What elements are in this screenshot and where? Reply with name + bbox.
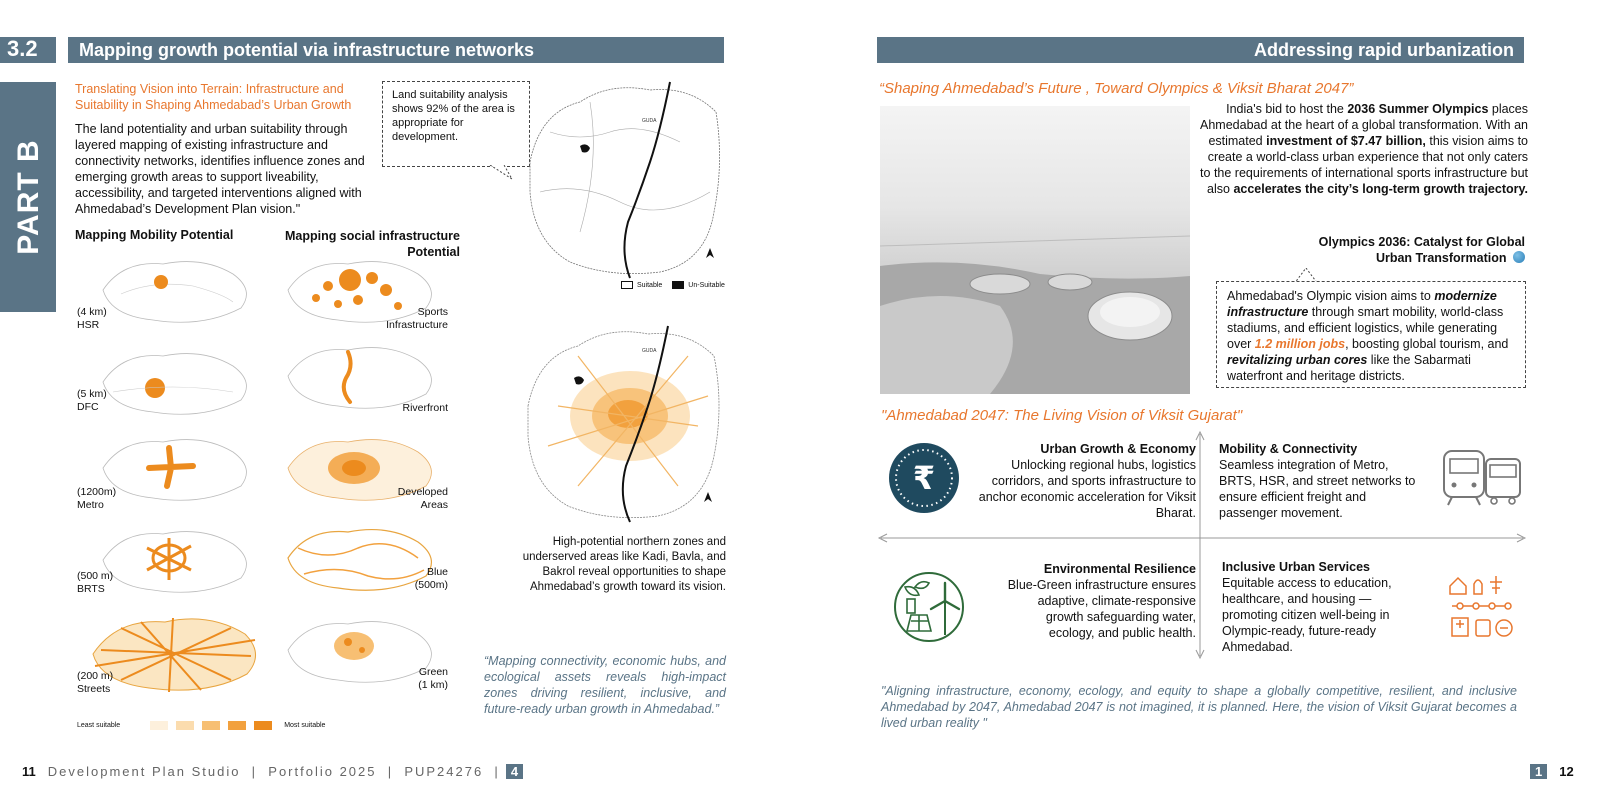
olympics-heading	[1290, 234, 1525, 266]
quadrant-text: Seamless integration of Metro, BRTS, HSR, and street networks to ensure efficient freight and passenger movement.	[1219, 458, 1416, 520]
quadrant-urban-growth	[960, 441, 1196, 521]
quadrant-inclusive	[1222, 559, 1422, 655]
quadrant-environment	[1003, 561, 1196, 641]
eco-energy-icon	[893, 571, 965, 643]
footer-text: Development Plan Studio | Portfolio 2025 | PUP24276 |	[47, 764, 500, 779]
olympics-paragraph-run: places Ahmedabad at the heart of a global transformation. With an estimated	[1200, 102, 1528, 148]
mobility-maps	[75, 250, 265, 720]
social-label-sports: Sports Infrastructure	[386, 306, 448, 331]
page-number-left: 11	[22, 764, 36, 779]
legend-swatch-3	[202, 721, 220, 730]
svg-text:₹: ₹	[912, 459, 936, 497]
footer-badge-right: 1	[1530, 764, 1547, 779]
callout-tail	[488, 165, 518, 181]
olympic-vision-box: Ahmedabad's Olympic vision aims to modernize infrastructure through smart mobility, world-class stadiums, and efficient logistics, while generating over 1.2 million jobs, boosting global tourism, and revitalizing urban cores like the Sabarmati waterfront and heritage districts.	[1216, 281, 1526, 388]
svg-text:GUDA: GUDA	[642, 118, 657, 124]
social-label-blue: Blue (500m)	[414, 566, 448, 591]
legend-least: Least suitable	[77, 722, 121, 729]
legend-suitable-swatch	[621, 281, 633, 289]
land-suitability-map	[520, 72, 726, 282]
social-maps	[268, 250, 463, 720]
mobility-label-streets: (200 m) Streets	[77, 670, 114, 695]
globe-icon	[1513, 251, 1525, 263]
page-number-right: 12	[1559, 764, 1574, 779]
footer-badge-left: 4	[506, 764, 523, 779]
suitability-callout	[382, 81, 530, 167]
quadrant-text: Equitable access to education, healthcare, and housing — promoting citizen well-being in Olympic-ready, future-ready Ahmedabad.	[1222, 576, 1392, 654]
mobility-map-dfc	[83, 342, 263, 422]
suitability-legend	[621, 281, 725, 289]
olympics-paragraph-run: 2036 Summer Olympics	[1347, 102, 1489, 116]
mobility-map-hsr	[83, 250, 263, 330]
social-heading: Mapping social infrastructure Potential	[284, 229, 460, 259]
north-zones-caption: High-potential northern zones and underserved areas like Kadi, Bavla, and Bakrol reveal opportunities to shape Ahmedabad’s growth toward its vision.	[522, 536, 726, 593]
composite-potential-map	[518, 316, 728, 524]
mobility-label-brts: (500 m) BRTS	[77, 570, 114, 595]
intro-paragraph: The land potentiality and urban suitability through layered mapping of existing infrastructure and connectivity networks, identifies influence zones and emerging growth areas to support liveability, accessibility, and targeted interventions aligned with Ahmedabad’s Development Plan vision."	[75, 122, 365, 216]
mobility-label-metro: (1200m) Metro	[77, 486, 117, 511]
footer-right	[1530, 764, 1574, 779]
suitability-scale	[77, 721, 325, 730]
headline-quote: “Shaping Ahmedabad’s Future , Toward Olympics & Viksit Bharat 2047”	[879, 80, 1354, 97]
social-label-developed: Developed Areas	[397, 486, 448, 511]
legend-swatch-2	[176, 721, 194, 730]
rupee-icon	[889, 443, 959, 513]
quadrant-title: Urban Growth & Economy	[1040, 442, 1196, 456]
callout-text: Land suitability analysis shows 92% of the area is appropriate for development.	[392, 89, 515, 143]
services-icon	[1446, 572, 1520, 642]
mobility-label-dfc: (5 km) DFC	[77, 388, 107, 413]
viksit-heading: "Ahmedabad 2047: The Living Vision of Viksit Gujarat"	[881, 407, 1243, 424]
mobility-label-hsr: (4 km) HSR	[77, 306, 107, 331]
olympics-paragraph-run: this vision aims to create a world-class urban experience that not only caters to the requirements of international sports infrastructure but also	[1200, 134, 1528, 196]
mobility-heading: Mapping Mobility Potential	[75, 228, 234, 242]
olympics-paragraph-run: accelerates the city’s long-term growth trajectory.	[1233, 182, 1528, 196]
olympics-paragraph-run: investment of $7.47 billion,	[1266, 134, 1426, 148]
stadium-photo	[880, 106, 1190, 394]
quadrant-text: Blue-Green infrastructure ensures adaptive, climate-responsive growth safeguarding water, ecology, and public health.	[1007, 578, 1196, 640]
quadrant-mobility	[1219, 441, 1427, 521]
quadrant-title: Inclusive Urban Services	[1222, 560, 1370, 574]
legend-swatch-1	[150, 721, 168, 730]
right-section-title: Addressing rapid urbanization	[1253, 40, 1514, 60]
train-bus-icon	[1442, 447, 1524, 507]
legend-most: Most suitable	[284, 722, 326, 729]
legend-swatch-4	[228, 721, 246, 730]
legend-suitable: Suitable	[637, 281, 663, 289]
olympics-heading-text: Olympics 2036: Catalyst for Global Urban Transformation	[1318, 235, 1525, 265]
social-label-green: Green (1 km)	[418, 666, 448, 691]
stadium-illustration	[880, 106, 1190, 394]
quadrant-title: Environmental Resilience	[1043, 562, 1196, 576]
legend-unsuitable: Un-Suitable	[688, 281, 725, 289]
quadrant-title: Mobility & Connectivity	[1219, 442, 1358, 456]
closing-quote: "Aligning infrastructure, economy, ecology, and equity to shape a globally competitive, resilient, and inclusive Ahmedabad by 2047, Ahmedabad 2047 is not imagined, it is planned. Here, the vision of Viksit Gujarat becomes a lived urban reality "	[881, 684, 1517, 730]
quadrant-text: Unlocking regional hubs, logistics corridors, and sports infrastructure to anchor economic acceleration for Viksit Bharat.	[978, 458, 1196, 520]
social-label-riverfront: Riverfront	[402, 402, 448, 414]
part-label: PART B	[12, 139, 45, 255]
section-title: Mapping growth potential via infrastructure networks	[79, 40, 535, 60]
olympics-paragraph-run: India's bid to host the	[1226, 102, 1348, 116]
svg-text:GUDA: GUDA	[642, 348, 657, 354]
footer-left	[22, 764, 523, 779]
olympics-paragraph	[1196, 101, 1528, 197]
section-number: 3.2	[7, 36, 38, 61]
subtitle: Translating Vision into Terrain: Infrastructure and Suitability in Shaping Ahmedabad’s Urban Growth	[75, 82, 352, 112]
legend-swatch-5	[254, 721, 272, 730]
legend-unsuitable-swatch	[672, 281, 684, 289]
mapping-quote: “Mapping connectivity, economic hubs, and ecological assets reveals high-impact zones driving resilient, inclusive, and future-ready urban growth in Ahmedabad.”	[484, 654, 726, 716]
